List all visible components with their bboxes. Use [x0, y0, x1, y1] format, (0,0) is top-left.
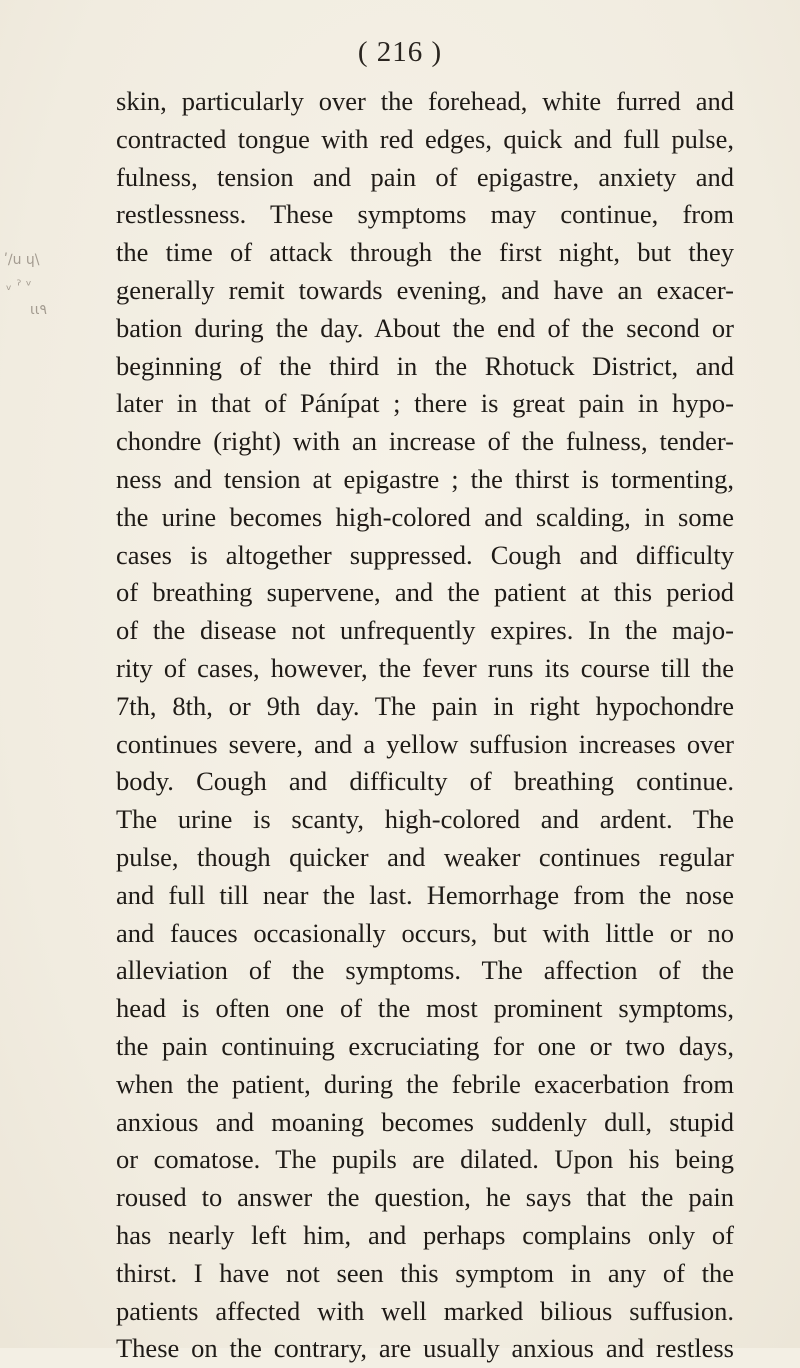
text-line: later in that of Pánípat ; there is great pain in hypo- — [116, 388, 734, 419]
text-line: fulness, tension and pain of epigastre, anxiety and — [116, 161, 734, 192]
text-line: roused to answer the question, he says that the pain — [116, 1182, 734, 1213]
text-line: thirst. I have not seen this symptom in any of the — [116, 1257, 734, 1288]
text-line: the time of attack through the first night, but they — [116, 237, 734, 268]
text-line: rity of cases, however, the fever runs its course till the — [116, 652, 734, 683]
text-line: or comatose. The pupils are dilated. Upon his being — [116, 1144, 734, 1175]
text-line: continues severe, and a yellow suffusion increases over — [116, 728, 734, 759]
text-line: head is often one of the most prominent symptoms, — [116, 993, 734, 1024]
text-line: The urine is scanty, high-colored and ardent. The — [116, 804, 734, 835]
text-line: the urine becomes high-colored and scalding, in some — [116, 501, 734, 532]
text-line: restlessness. These symptoms may continue, from — [116, 199, 734, 230]
body-text — [116, 83, 734, 1368]
text-line: anxious and moaning becomes suddenly dull, stupid — [116, 1106, 734, 1137]
text-line: of breathing supervene, and the patient at this period — [116, 577, 734, 608]
text-line: the pain continuing excruciating for one or two days, — [116, 1030, 734, 1061]
margin-mark: ʹ∕u ɥ\ — [4, 252, 40, 268]
text-line: and full till near the last. Hemorrhage from the nose — [116, 879, 734, 910]
text-line: pulse, though quicker and weaker continues regular — [116, 841, 734, 872]
text-line: skin, particularly over the forehead, white furred and — [116, 86, 734, 116]
text-line: when the patient, during the febrile exacerbation from — [116, 1068, 734, 1099]
margin-mark: ɩɩ٩ — [30, 302, 47, 318]
text-line: generally remit towards evening, and have an exacer- — [116, 274, 734, 305]
text-line: 7th, 8th, or 9th day. The pain in right hypochondre — [116, 690, 734, 721]
text-line: These on the contrary, are usually anxious and restless — [116, 1333, 734, 1364]
text-line: and fauces occasionally occurs, but with little or no — [116, 917, 734, 948]
text-line: cases is altogether suppressed. Cough and difficulty — [116, 539, 734, 570]
text-line: beginning of the third in the Rhotuck District, and — [116, 350, 734, 381]
text-line: of the disease not unfrequently expires. In the majo- — [116, 615, 734, 646]
text-line: bation during the day. About the end of the second or — [116, 312, 734, 343]
text-line: has nearly left him, and perhaps complains only of — [116, 1219, 734, 1250]
text-line: body. Cough and difficulty of breathing continue. — [116, 766, 734, 797]
text-line: alleviation of the symptoms. The affection of the — [116, 955, 734, 986]
text-line: patients affected with well marked bilious suffusion. — [116, 1295, 734, 1326]
margin-mark: ᵥ ˀ ᵛ — [6, 278, 32, 294]
text-line: contracted tongue with red edges, quick and full pulse, — [116, 123, 734, 154]
margin-pencil-marks — [2, 252, 82, 352]
text-line: chondre (right) with an increase of the fulness, tender- — [116, 426, 734, 457]
page-number: ( 216 ) — [357, 36, 443, 68]
text-line: ness and tension at epigastre ; the thirst is tormenting, — [116, 463, 734, 494]
